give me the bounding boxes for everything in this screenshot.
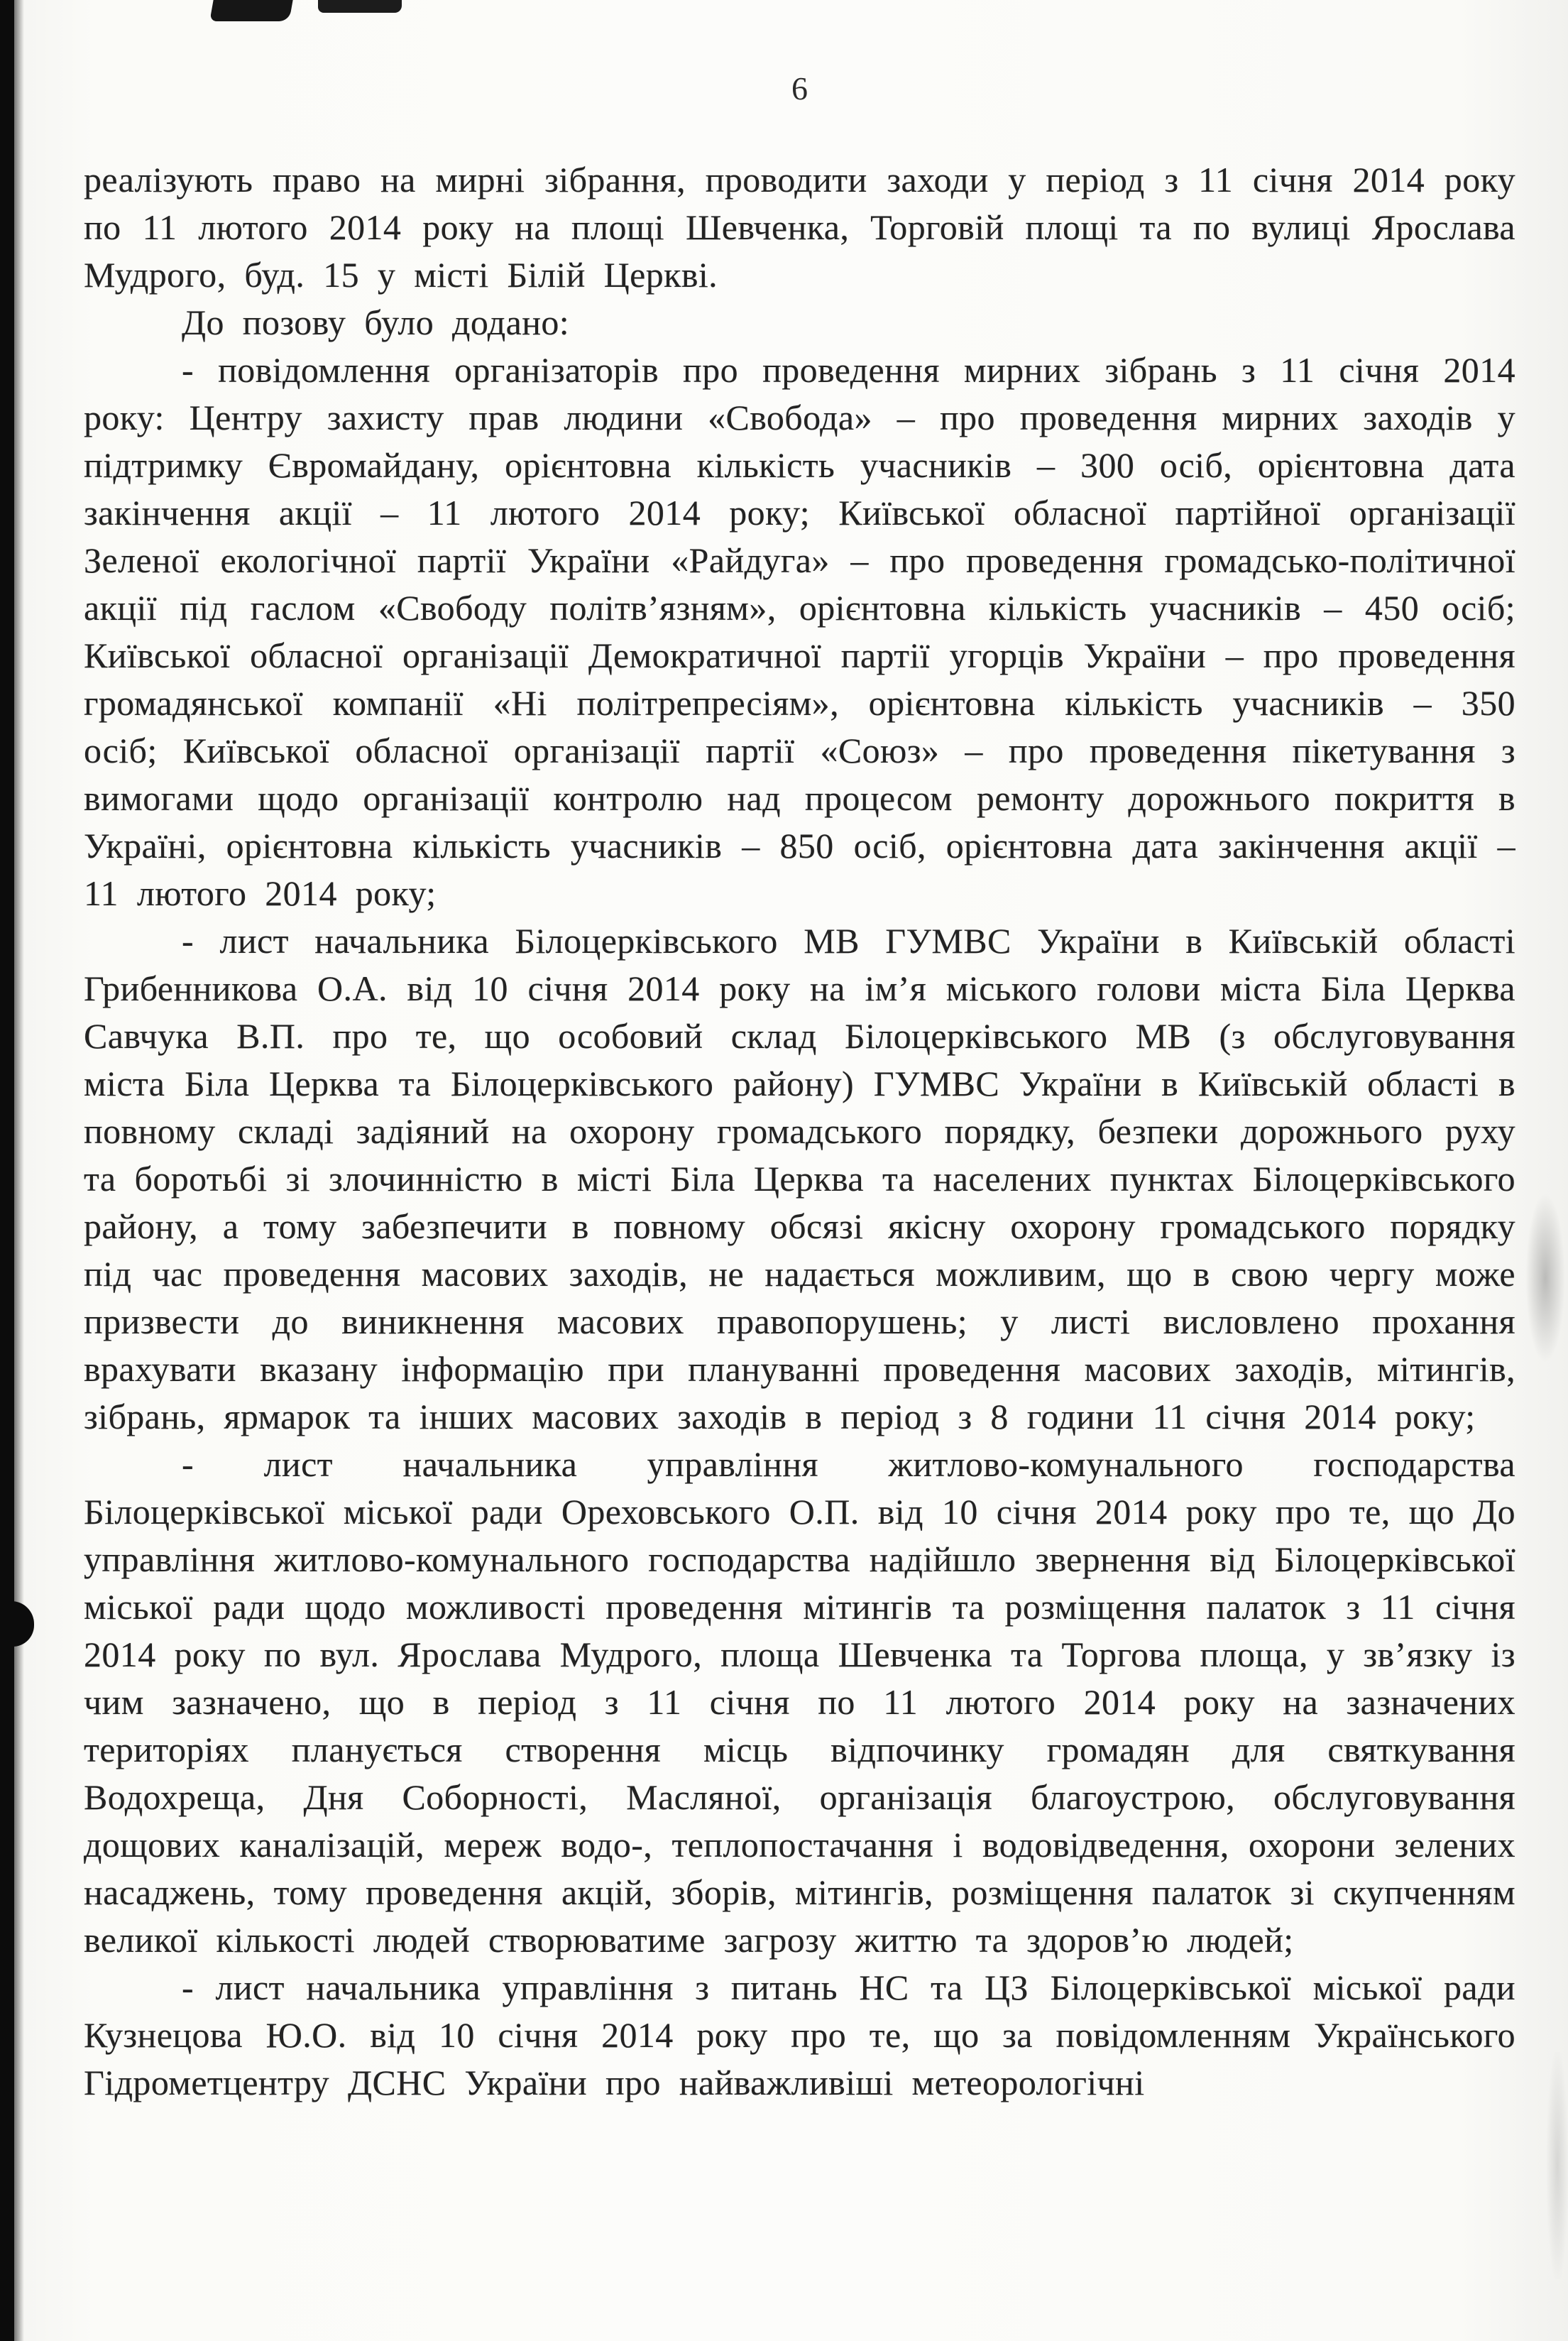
scan-blob-artifact (0, 1601, 34, 1647)
paragraph-police-letter-item: - лист начальника Білоцерківського МВ ГУМВС України в Київській області Грибенникова О.А. від 10 січня 2014 року на ім’я міського голови міста Біла Церква Савчука В.П. про те, що особовий склад Білоцерківського МВ (з обслуговування міста Біла Церква та Білоцерківського району) ГУМВС України в Київській області в повному складі задіяний на охорону громадського порядку, безпеки дорожнього руху та боротьбі зі злочинністю в місті Біла Церква та населених пунктах Білоцерківського району, а тому забезпечити в повному обсязі якісну охорону громадського порядку під час проведення масових заходів, не надається можливим, що в свою чергу може призвести до виникнення масових правопорушень; у листі висловлено прохання врахувати вказану інформацію при плануванні проведення масових заходів, мітингів, зібрань, ярмарок та інших масових заходів в період з 8 години 11 січня 2014 року; (84, 921, 1515, 1436)
scan-top-artifact (318, 0, 402, 13)
paragraph-organizers-notifications-item: - повідомлення організаторів про проведення мирних зібрань з 11 січня 2014 року: Центру захисту прав людини «Свобода» – про проведення мирних заходів у підтримку Євромайдану, орієнтовна кількість учасників – 300 осіб, орієнтовна дата закінчення акції – 11 лютого 2014 року; Київської обласної партійної організації Зеленої екологічної партії України «Райдуга» – про проведення громадсько-політичної акції під гаслом «Свободу політв’язням», орієнтовна кількість учасників – 450 осіб; Київської обласної організації Демократичної партії угорців України – про проведення громадянської компанії «Ні політрепресіям», орієнтовна кількість учасників – 350 осіб; Київської обласної організації партії «Союз» – про проведення пікетування з вимогами щодо організації контролю над процесом ремонту дорожнього покриття в Україні, орієнтовна кількість учасників – 850 осіб, орієнтовна дата закінчення акції – 11 лютого 2014 року; (84, 350, 1515, 913)
scan-top-artifact (209, 0, 292, 21)
document-body (84, 156, 1515, 2107)
paragraph-housing-department-letter-item: - лист начальника управління житлово-комунального господарства Білоцерківської міської ради Ореховського О.П. від 10 січня 2014 року про те, що До управління житлово-комунального господарства надійшло звернення від Білоцерківської міської ради щодо можливості проведення мітингів та розміщення палаток з 11 січня 2014 року по вул. Ярослава Мудрого, площа Шевченка та Торгова площа, у зв’язку із чим зазначено, що в період з 11 січня по 11 лютого 2014 року на зазначених територіях планується створення місць відпочинку громадян для святкування Водохреща, Дня Соборності, Масляної, організація благоустрою, обслуговування дощових каналізацій, мереж водо-, теплопостачання і водовідведення, охорони зелених насаджень, тому проведення акцій, зборів, мітингів, розміщення палаток зі скупченням великої кількості людей створюватиме загрозу життю та здоров’ю людей; (84, 1444, 1515, 1960)
paragraph-attachments-heading: До позову було додано: (182, 302, 570, 342)
document-content (84, 65, 1515, 2107)
scan-smudge-artifact (1547, 2052, 1568, 2279)
scan-edge-shadow (14, 0, 24, 2341)
scan-edge-artifact (0, 0, 14, 2341)
scan-smudge-artifact (1525, 1193, 1565, 1363)
paragraph-assembly-rights-continuation: реалізують право на мирні зібрання, проводити заходи у період з 11 січня 2014 року по 11 лютого 2014 року на площі Шевченка, Торговій площі та по вулиці Ярослава Мудрого, буд. 15 у місті Білій Церкві. (84, 160, 1515, 295)
page-number: 6 (791, 70, 808, 107)
paragraph-emergency-department-letter-item: - лист начальника управління з питань НС та ЦЗ Білоцерківської міської ради Кузнецова Ю.О. від 10 січня 2014 року про те, що за повідомленням Українського Гідрометцентру ДСНС України про найважливіші метеорологічні (84, 1968, 1515, 2102)
